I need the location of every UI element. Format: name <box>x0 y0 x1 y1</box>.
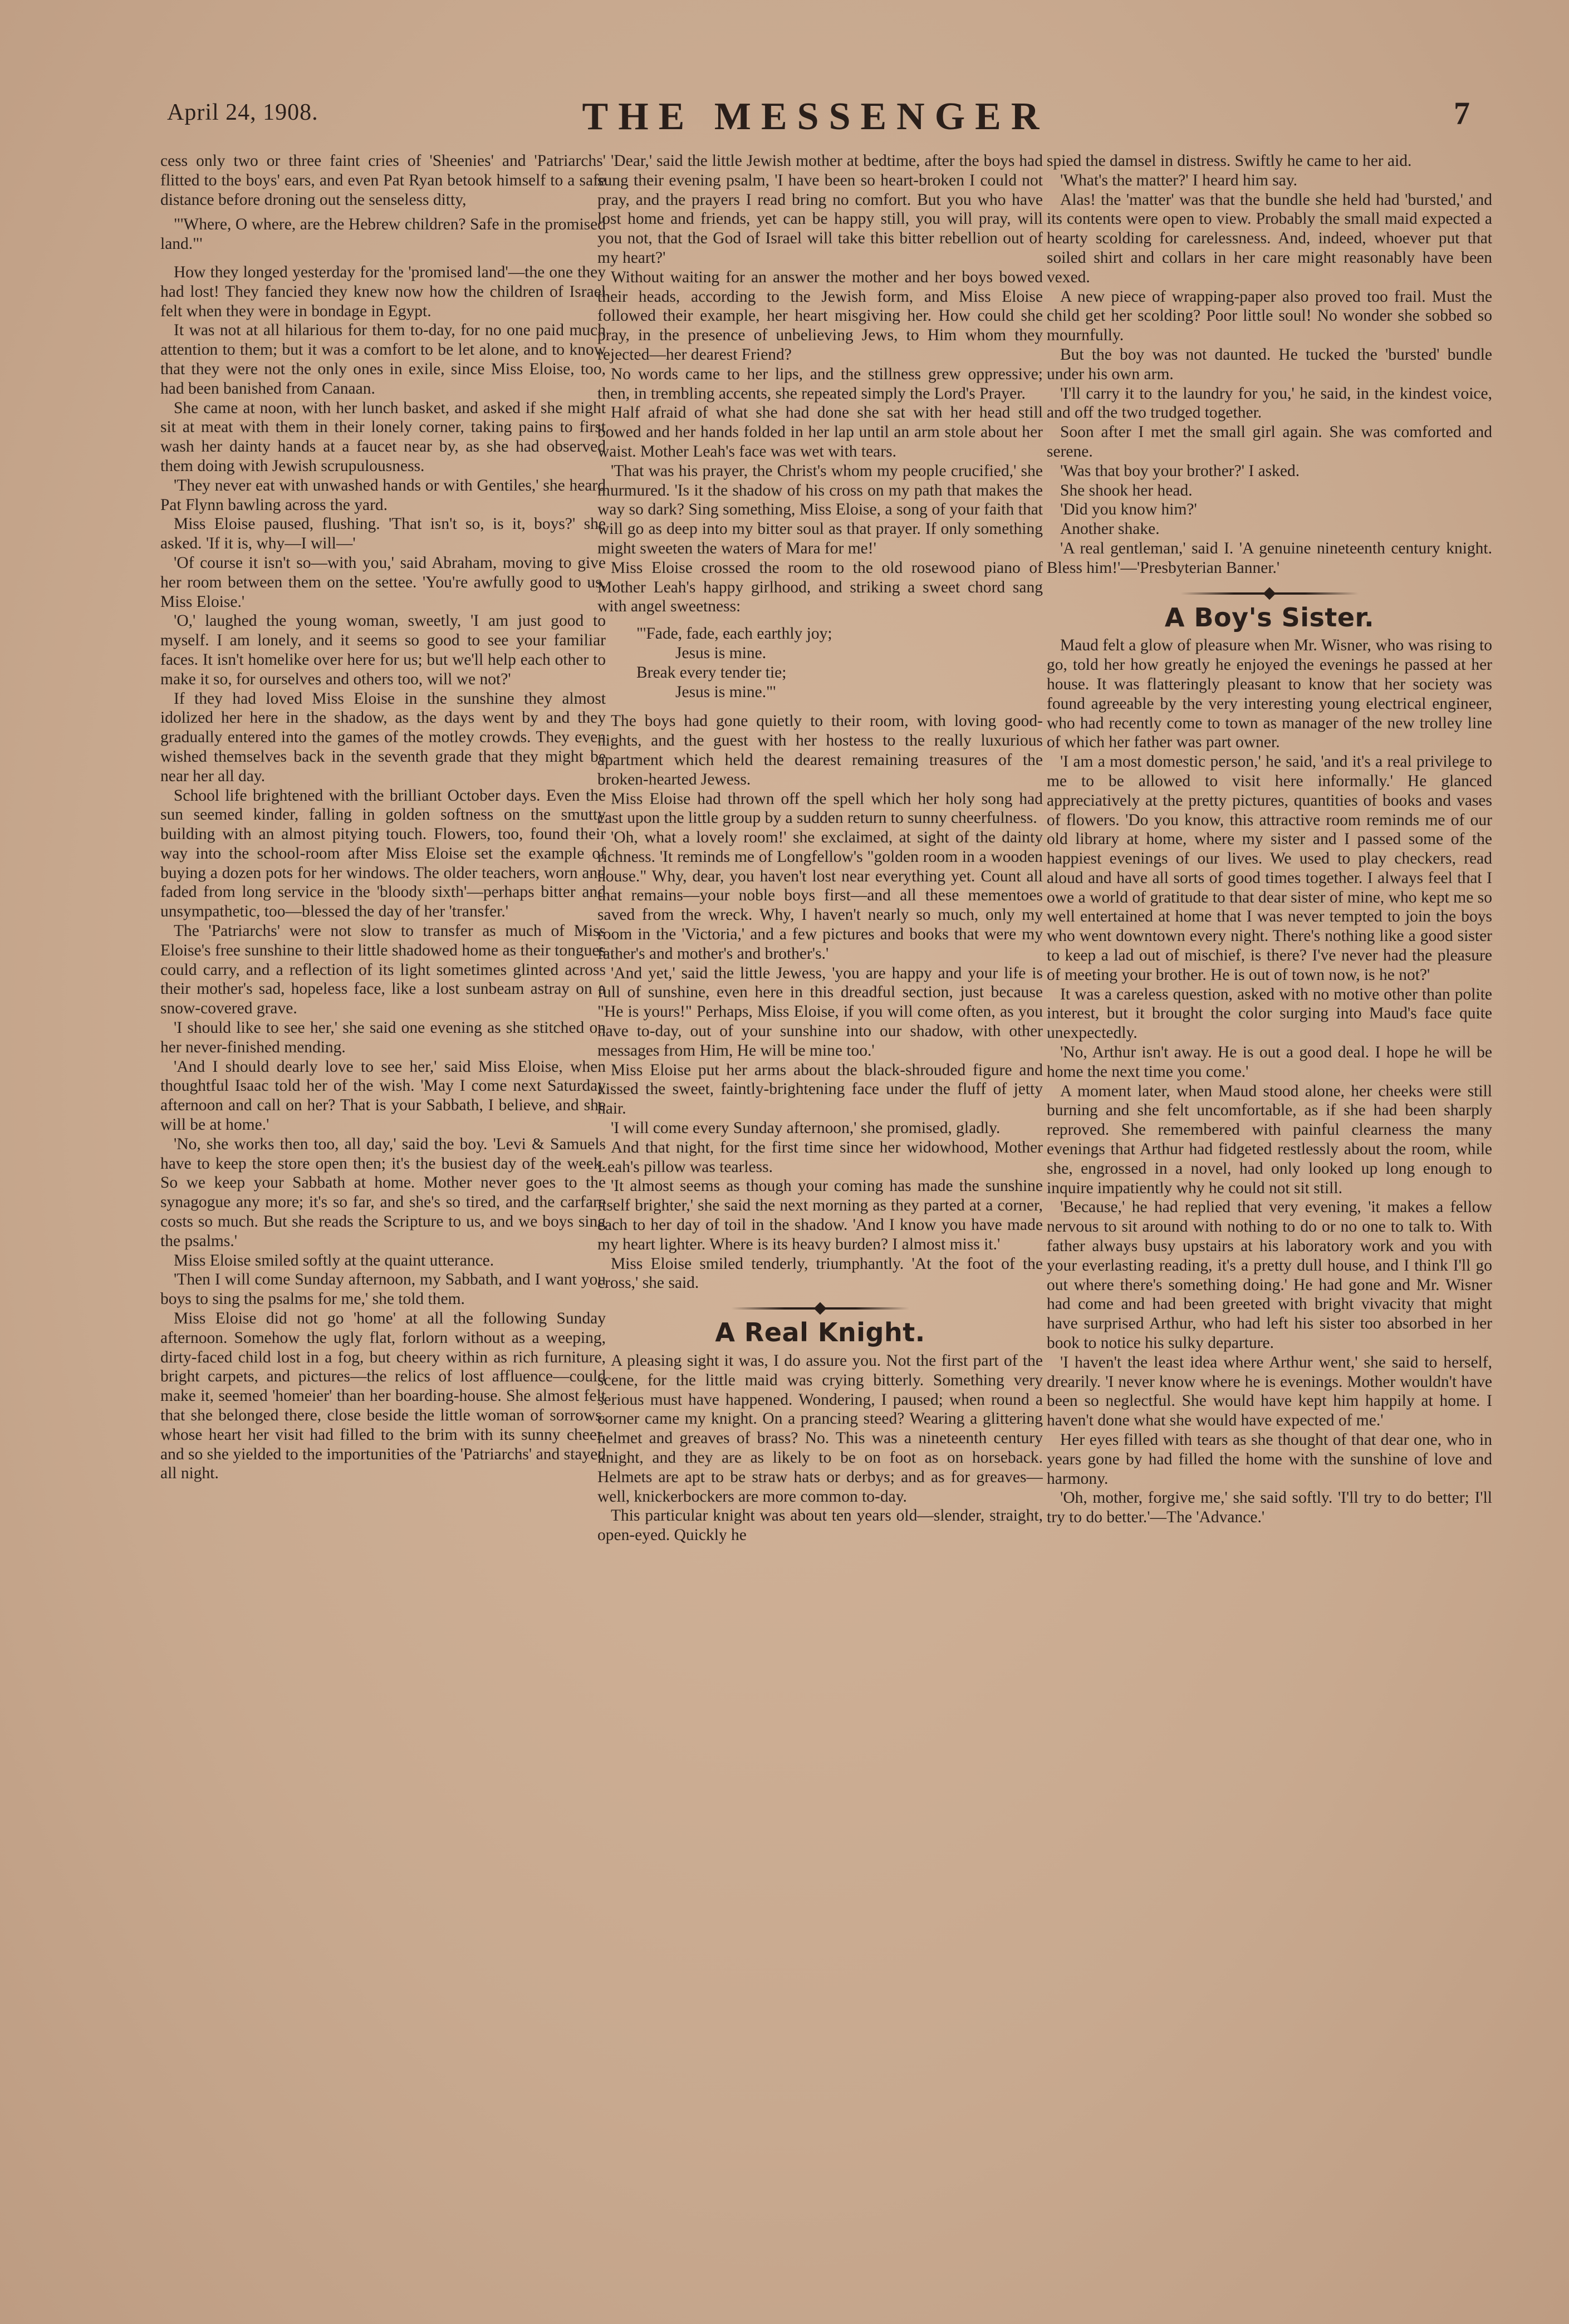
paragraph: No words came to her lips, and the stillness grew oppressive; then, in trembling accents, she repeated simply the Lord's Prayer. <box>597 365 1043 403</box>
paragraph: 'No, Arthur isn't away. He is out a good deal. I hope he will be home the next time you come.' <box>1047 1043 1492 1081</box>
paragraph: Miss Eloise did not go 'home' at all the following Sunday afternoon. Somehow the ugly flat, forlorn without as a weeping, dirty-faced child lost in a fog, but cheery within as rich furniture, bright carpets, and pictures—the relics of lost affluence—could make it, seemed 'homeier' than her boarding-house. She almost felt that she belonged there, close beside the little woman of sorrows, whose heart her visit had filled to the brim with its sunny cheer, and so she yielded to the importunities of the 'Patriarchs' and stayed all night. <box>160 1310 606 1483</box>
verse-line: Jesus is mine."' <box>675 683 776 701</box>
paragraph: 'I haven't the least idea where Arthur went,' she said to herself, drearily. 'I never know where he is evenings. Mother wouldn't have been so neglectful. She would have kept him happily at home. I haven't done what she would have expected of me.' <box>1047 1353 1492 1430</box>
paragraph: School life brightened with the brilliant October days. Even the sun seemed kinder, falling in golden softness on the smutty building with an almost pitying touch. Flowers, too, found their way into the school-room after Miss Eloise set the example of buying a dozen pots for her windows. The older teachers, worn and faded from long service in the 'bloody sixth'—perhaps bitter and unsympathetic, too—blessed the day of her 'transfer.' <box>160 786 606 921</box>
paragraph: 'Was that boy your brother?' I asked. <box>1060 462 1300 480</box>
column-2 <box>597 151 1043 2200</box>
issue-date: April 24, 1908. <box>167 100 318 125</box>
paragraph: 'Because,' he had replied that very evening, 'it makes a fellow nervous to sit around with nothing to do or no one to talk to. With father always busy upstairs at his laboratory work and you with your everlasting reading, it's a pretty dull house, and I think I'll go out where there's something doing.' He had gone and Mr. Wisner had come and had been greeted with bright vivacity that might have surprised Arthur, who had left his sister too absorbed in her book to notice his sulky departure. <box>1047 1198 1492 1352</box>
paragraph: She came at noon, with her lunch basket, and asked if she might sit at meat with them in their lonely corner, taking pains to first wash her dainty hands at a faucet near by, as she had observed them doing with Jewish scrupulousness. <box>160 399 606 475</box>
paragraph: Miss Eloise smiled tenderly, triumphantly. 'At the foot of the cross,' she said. <box>597 1254 1043 1292</box>
paragraph: 'I am a most domestic person,' he said, 'and it's a real privilege to me to be allowed to visit here informally.' He glanced appreciatively at the pretty pictures, quantities of books and vases of flowers. 'Do you know, this attractive room reminds me of our old library at home, where my sister and I passed some of the happiest evenings of our lives. We used to play checkers, read aloud and have all sorts of good times together. I always feel that I owe a world of gratitude to that dear sister of mine, who kept me so well entertained at home that I was never tempted to join the boys who went downtown every night. There's nothing like a good sister to keep a lad out of mischief, is there? I've never had the pleasure of meeting your brother. He is out of town now, is he not?' <box>1047 753 1492 984</box>
paragraph: How they longed yesterday for the 'promised land'—the one they had lost! They fancied they knew now how the children of Israel felt when they were in bondage in Egypt. <box>160 263 606 320</box>
paragraph: 'Dear,' said the little Jewish mother at bedtime, after the boys had sung their evening psalm, 'I have been so heart-broken I could not pray, and the prayers I read bring no comfort. But you who have lost home and friends, yet can be happy still, you will pray, will you not, that the God of Israel will take this bitter rebellion out of my heart?' <box>597 152 1043 267</box>
paragraph: Miss Eloise put her arms about the black-shrouded figure and kissed the sweet, faintly-brightening face under the fluff of jetty hair. <box>597 1061 1043 1118</box>
paragraph: Her eyes filled with tears as she thought of that dear one, who in years gone by had filled the home with the sunshine of love and harmony. <box>1047 1431 1492 1488</box>
paragraph: Alas! the 'matter' was that the bundle she held had 'bursted,' and its contents were open to view. Probably the small maid expected a hearty scolding for carelessness. And, indeed, whoever put that soiled shirt and collars in her care might reasonably have been vexed. <box>1047 190 1492 286</box>
paragraph: Miss Eloise smiled softly at the quaint utterance. <box>174 1251 494 1269</box>
paragraph: The boys had gone quietly to their room, with loving good-nights, and the guest with her hostess to the really luxurious apartment which held the dearest remaining treasures of the broken-hearted Jewess. <box>597 712 1043 788</box>
paragraph: 'And I should dearly love to see her,' said Miss Eloise, when thoughtful Isaac told her of the wish. 'May I come next Saturday afternoon and call on her? That is your Sabbath, I believe, and she will be at home.' <box>160 1057 606 1134</box>
hymn-verse <box>636 624 1043 702</box>
paragraph: 'Oh, mother, forgive me,' she said softly. 'I'll try to do better; I'll try to do better.'—The 'Advance.' <box>1047 1489 1492 1527</box>
paragraph: Miss Eloise paused, flushing. 'That isn't so, is it, boys?' she asked. 'If it is, why—I will—' <box>160 515 606 553</box>
column-1 <box>160 151 606 2200</box>
paragraph: 'A real gentleman,' said I. 'A genuine nineteenth century knight. Bless him!'—'Presbyterian Banner.' <box>1047 539 1492 577</box>
paragraph: Miss Eloise had thrown off the spell which her holy song had cast upon the little group by a sudden return to sunny cheerfulness. <box>597 790 1043 827</box>
paragraph: 'Did you know him?' <box>1060 501 1197 519</box>
section-divider <box>1180 592 1359 595</box>
paragraph: 'Of course it isn't so—with you,' said Abraham, moving to give her room between them on the settee. 'You're awfully good to us, Miss Eloise.' <box>160 553 606 611</box>
paragraph: Miss Eloise crossed the room to the old rosewood piano of Mother Leah's happy girlhood, and striking a sweet chord sang with angel sweetness: <box>597 558 1043 616</box>
paragraph: 'It almost seems as though your coming has made the sunshine itself brighter,' she said the next morning as they parted at a corner, each to her day of toil in the shadow. 'And I know you have made my heart lighter. Where is its heavy burden? I almost miss it.' <box>597 1177 1043 1253</box>
article-heading: A Real Knight. <box>715 1317 925 1348</box>
paragraph: If they had loved Miss Eloise in the sunshine they almost idolized her here in the shadow, as the days went by and they gradually entered into the games of the motley crowds. They even wished themselves back in the seventh grade that they might be near her all day. <box>160 689 606 785</box>
paragraph: 'That was his prayer, the Christ's whom my people crucified,' she murmured. 'Is it the shadow of his cross on my path that makes the way so dark? Sing something, Miss Eloise, a song of your faith that will go as deep into my bitter soul as that prayer. If only something might sweeten the waters of Mara for me!' <box>597 462 1043 557</box>
paragraph: 'Oh, what a lovely room!' she exclaimed, at sight of the dainty richness. 'It reminds me of Longfellow's "golden room in a wooden house." Why, dear, you haven't lost near everything yet. Count all that remains—your noble boys first—and all these mementoes saved from the wreck. Why, I haven't nearly so much, only my room in the 'Victoria,' and a few pictures and books that were my father's and mother's and brother's.' <box>597 828 1043 963</box>
paragraph: Without waiting for an answer the mother and her boys bowed their heads, according to the Jewish form, and Miss Eloise followed their example, her heart misgiving her. How could she pray, in the presence of unbelieving Jews, to Him whom they rejected—her dearest Friend? <box>597 268 1043 364</box>
paragraph: It was not at all hilarious for them to-day, for no one paid much attention to them; but it was a comfort to be let alone, and to know that they were not the only ones in exile, since Miss Eloise, too, had been banished from Canaan. <box>160 321 606 398</box>
verse-line: Jesus is mine. <box>675 644 767 662</box>
paragraph: 'They never eat with unwashed hands or with Gentiles,' she heard Pat Flynn bawling across the yard. <box>160 476 606 514</box>
masthead-title: THE MESSENGER <box>582 95 1050 138</box>
verse-line: "'Fade, fade, each earthly joy; <box>636 625 832 643</box>
paragraph: 'No, she works then too, all day,' said the boy. 'Levi & Samuels have to keep the store open then; it's the busiest day of the week. So we keep your Sabbath at home. Mother never goes to the synagogue any more; it's so far, and she's so tired, and the carfare costs so much. But she reads the Scripture to us, and we boys sing the psalms.' <box>160 1135 606 1250</box>
quoted-verse: "'Where, O where, are the Hebrew children? Safe in the promised land."' <box>160 215 606 253</box>
paragraph: And that night, for the first time since her widowhood, Mother Leah's pillow was tearless. <box>597 1138 1043 1176</box>
paragraph: A new piece of wrapping-paper also proved too frail. Must the child get her scolding? Poor little soul! No wonder she sobbed so mournfully. <box>1047 287 1492 345</box>
page-number: 7 <box>1454 95 1470 131</box>
paragraph: A moment later, when Maud stood alone, her cheeks were still burning and she felt uncomfortable, as if she had been sharply reproved. She remembered with painful clearness the many evenings that Arthur had fidgeted restlessly about the room, while she, engrossed in a novel, had only looked up long enough to inquire impatiently why he could not sit still. <box>1047 1082 1492 1197</box>
paragraph: spied the damsel in distress. Swiftly he came to her aid. <box>1047 152 1412 170</box>
paragraph: The 'Patriarchs' were not slow to transfer as much of Miss Eloise's free sunshine to their little shadowed home as their tongues could carry, and a reflection of its light sometimes glinted across their mother's sad, hopeless face, like a lost sunbeam astray on a snow-covered grave. <box>160 922 606 1018</box>
paragraph: Half afraid of what she had done she sat with her head still bowed and her hands folded in her lap until an arm stole about her waist. Mother Leah's face was wet with tears. <box>597 404 1043 460</box>
paragraph: It was a careless question, asked with no motive other than polite interest, but it brought the color surging into Maud's face quite unexpectedly. <box>1047 985 1492 1042</box>
paragraph: 'I should like to see her,' she said one evening as she stitched on her never-finished mending. <box>160 1019 606 1056</box>
paragraph: This particular knight was about ten years old—slender, straight, open-eyed. Quickly he <box>597 1507 1043 1545</box>
paragraph: But the boy was not daunted. He tucked the 'bursted' bundle under his own arm. <box>1047 345 1492 383</box>
paragraph: Another shake. <box>1060 520 1160 538</box>
paragraph: Maud felt a glow of pleasure when Mr. Wisner, who was rising to go, told her how greatly he enjoyed the evenings he passed at her house. It was flatteringly pleasant to know that her society was found agreeable by the very interesting young electrical engineer, who had recently come to town as manager of the new trolley line of which her father was part owner. <box>1047 636 1492 752</box>
paragraph: 'I'll carry it to the laundry for you,' he said, in the kindest voice, and off the two trudged together. <box>1047 384 1492 422</box>
paragraph: 'And yet,' said the little Jewess, 'you are happy and your life is full of sunshine, even here in this dreadful section, just because "He is yours!" Perhaps, Miss Eloise, if you will come often, as you have to-day, out of your sunshine into our shadow, with other messages from Him, He will be mine too.' <box>597 964 1043 1060</box>
paragraph: She shook her head. <box>1060 481 1193 499</box>
paragraph: A pleasing sight it was, I do assure you. Not the first part of the scene, for the little maid was crying bitterly. Something very serious must have happened. Wondering, I paused; when round a corner came my knight. On a prancing steed? Wearing a glittering helmet and greaves of brass? No. This was a nineteenth century knight, and they are as likely to be on foot as on horseback. Helmets are apt to be straw hats or derbys; and as for greaves—well, knickerbockers are more common to-day. <box>597 1352 1043 1506</box>
paragraph: cess only two or three faint cries of 'Sheenies' and 'Patriarchs' flitted to the boys' ears, and even Pat Ryan betook himself to a safe distance before droning out the senseless ditty, <box>160 152 606 209</box>
section-divider <box>731 1307 909 1310</box>
column-3 <box>1047 151 1492 2200</box>
paragraph: Soon after I met the small girl again. She was comforted and serene. <box>1047 423 1492 460</box>
paragraph: 'What's the matter?' I heard him say. <box>1060 171 1298 189</box>
paragraph: 'I will come every Sunday afternoon,' she promised, gladly. <box>611 1119 1001 1138</box>
verse-line: Break every tender tie; <box>636 663 787 681</box>
article-heading: A Boy's Sister. <box>1164 602 1375 633</box>
page-header <box>161 95 1470 139</box>
paragraph: 'Then I will come Sunday afternoon, my Sabbath, and I want you boys to sing the psalms for me,' she told them. <box>160 1271 606 1308</box>
paragraph: 'O,' laughed the young woman, sweetly, 'I am just good to myself. I am lonely, and it seems so good to see your familiar faces. It isn't homelike over here for us; but we'll help each other to make it so, for ourselves and others too, will we not?' <box>160 612 606 688</box>
